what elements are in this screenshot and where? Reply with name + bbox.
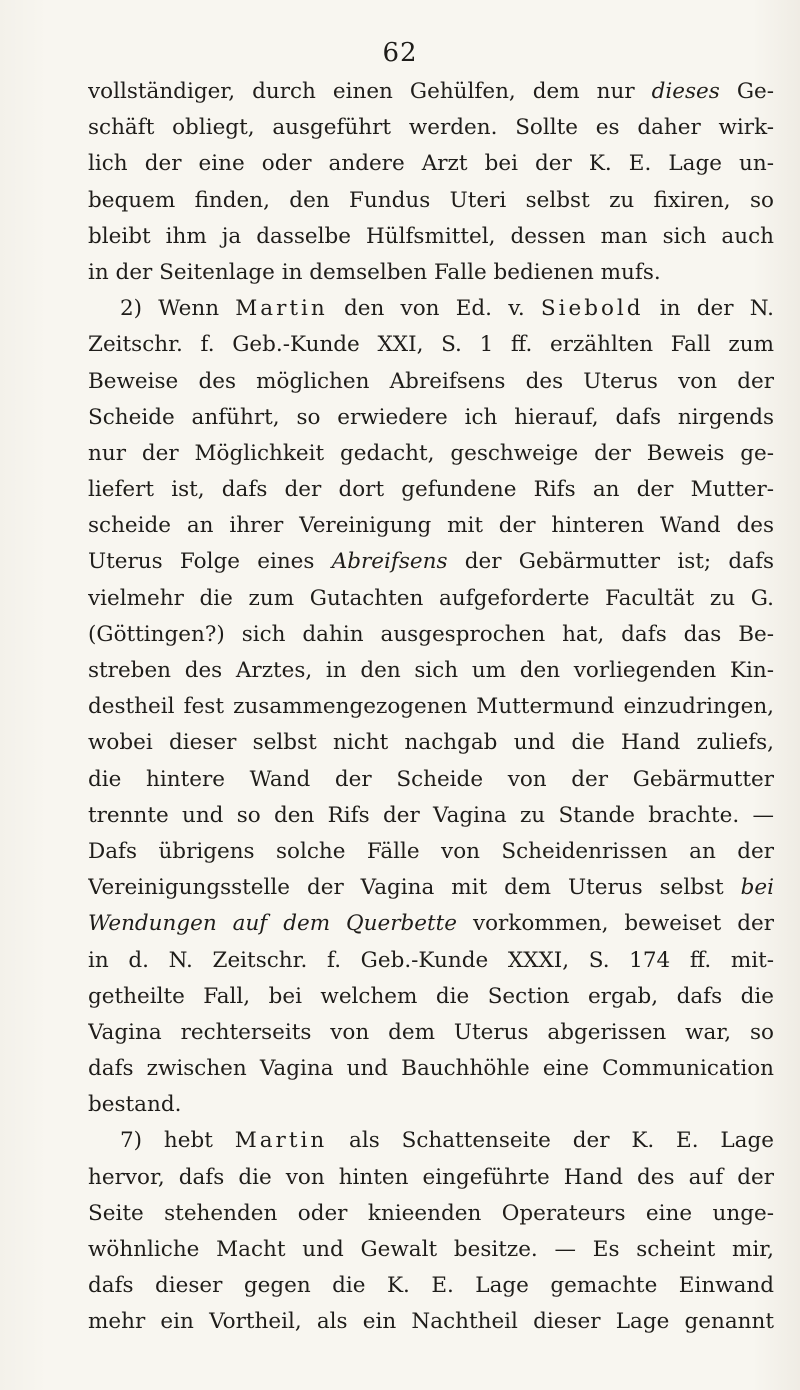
- text-line: [88, 1196, 774, 1232]
- text-line: [88, 291, 774, 327]
- text-run: mehr ein Vortheil, als ein Nachtheil dieser Lage genannt: [88, 1309, 774, 1335]
- text-line: [88, 1160, 774, 1196]
- text-run: den von Ed. v.: [327, 296, 541, 322]
- text-line: [88, 1123, 774, 1159]
- text-line: [88, 798, 774, 834]
- text-line: [88, 1268, 774, 1304]
- text-line: [88, 400, 774, 436]
- text-line: [88, 472, 774, 508]
- text-line: [88, 725, 774, 761]
- text-run: Zeitschr. f. Geb.-Kunde XXI, S. 1 ff. erzählten Fall zum: [88, 332, 774, 358]
- text-run: vielmehr die zum Gutachten aufgeforderte Facultät zu G.: [88, 585, 774, 611]
- text-line: [88, 870, 774, 906]
- text-run: lich der eine oder andere Arzt bei der K. E. Lage un-: [88, 151, 774, 177]
- text-line: [88, 762, 774, 798]
- text-run: vorkommen, beweiset der: [457, 911, 774, 937]
- text-line: [88, 1304, 774, 1340]
- text-run: Wendungen auf dem Querbette: [88, 911, 457, 937]
- text-run: Uterus Folge eines: [88, 549, 332, 575]
- text-line: [88, 255, 774, 291]
- text-run: Scheide anführt, so erwiedere ich hierauf, dafs nirgends: [88, 404, 774, 430]
- text-line: [88, 581, 774, 617]
- text-run: bequem finden, den Fundus Uteri selbst zu fixiren, so: [88, 187, 774, 213]
- text-run: die hintere Wand der Scheide von der Gebärmutter: [88, 766, 774, 792]
- text-line: [88, 327, 774, 363]
- text-run: trennte und so den Rifs der Vagina zu Stande brachte. —: [88, 802, 774, 828]
- text-run: wöhnliche Macht und Gewalt besitze. — Es scheint mir,: [88, 1237, 774, 1262]
- text-run: Abreifsens: [331, 549, 448, 575]
- text-run: (Göttingen?) sich dahin ausgesprochen hat, dafs das Be-: [88, 621, 774, 647]
- text-run: hervor, dafs die von hinten eingeführte Hand des auf der: [88, 1164, 774, 1190]
- text-line: [88, 183, 774, 219]
- text-run: bestand.: [88, 1092, 182, 1118]
- text-run: Seite stehenden oder knieenden Operateurs eine unge-: [88, 1200, 774, 1226]
- text-run: nur der Möglichkeit gedacht, geschweige der Beweis ge-: [88, 440, 774, 466]
- text-line: [88, 653, 774, 689]
- text-line: [88, 906, 774, 942]
- text-line: [88, 1087, 774, 1123]
- text-run: in der Seitenlage in demselben Falle bedienen mufs.: [88, 259, 661, 285]
- text-run: Ge-: [719, 79, 774, 104]
- text-line: [88, 508, 774, 544]
- body-text: [88, 74, 774, 1341]
- page-number: 62: [382, 38, 418, 68]
- text-line: [88, 834, 774, 870]
- text-line: [88, 544, 774, 580]
- text-run: der Gebärmutter ist; dafs: [447, 549, 774, 575]
- text-run: wobei dieser selbst nicht nachgab und die Hand zuliefs,: [88, 730, 774, 756]
- text-line: [88, 146, 774, 182]
- text-run: vollständiger, durch einen Gehülfen, dem nur: [88, 79, 652, 104]
- text-line: [88, 364, 774, 400]
- text-run: bei: [740, 875, 774, 901]
- text-run: Siebold: [540, 296, 644, 322]
- text-run: Vereinigungsstelle der Vagina mit dem Uterus selbst: [88, 875, 741, 901]
- text-run: Beweise des möglichen Abreifsens des Uterus von der: [88, 368, 774, 394]
- text-run: streben des Arztes, in den sich um den vorliegenden Kin-: [88, 658, 774, 683]
- text-run: liefert ist, dafs der dort gefundene Rifs an der Mutter-: [88, 477, 774, 503]
- text-line: [88, 617, 774, 653]
- text-run: bleibt ihm ja dasselbe Hülfsmittel, dessen man sich auch: [88, 223, 774, 249]
- text-run: in der N.: [643, 296, 774, 322]
- text-line: [88, 74, 774, 110]
- text-run: destheil fest zusammengezogenen Muttermund einzudringen,: [88, 694, 774, 720]
- text-run: in d. N. Zeitschr. f. Geb.-Kunde XXXI, S. 174 ff. mit-: [88, 947, 774, 973]
- text-run: Martin: [234, 1128, 328, 1154]
- text-line: [88, 689, 774, 725]
- text-run: dafs dieser gegen die K. E. Lage gemachte Einwand: [88, 1273, 774, 1299]
- text-run: scheide an ihrer Vereinigung mit der hinteren Wand des: [88, 513, 774, 539]
- text-run: Dafs übrigens solche Fälle von Scheidenrissen an der: [88, 838, 774, 864]
- text-line: [88, 110, 774, 146]
- text-line: [88, 943, 774, 979]
- text-run: dieses: [651, 79, 720, 104]
- text-run: getheilte Fall, bei welchem die Section ergab, dafs die: [88, 983, 774, 1009]
- text-run: als Schattenseite der K. E. Lage: [327, 1128, 774, 1154]
- text-line: [88, 979, 774, 1015]
- text-run: dafs zwischen Vagina und Bauchhöhle eine Communication: [88, 1056, 774, 1082]
- text-line: [88, 1051, 774, 1087]
- text-run: Vagina rechterseits von dem Uterus abgerissen war, so: [88, 1019, 774, 1045]
- text-line: [88, 436, 774, 472]
- text-run: 7) hebt: [120, 1128, 235, 1154]
- text-line: [88, 1015, 774, 1051]
- text-run: schäft obliegt, ausgeführt werden. Sollte es daher wirk-: [88, 115, 774, 141]
- text-run: Martin: [235, 296, 328, 322]
- text-run: 2) Wenn: [120, 296, 236, 322]
- text-line: [88, 219, 774, 255]
- text-line: [88, 1232, 774, 1268]
